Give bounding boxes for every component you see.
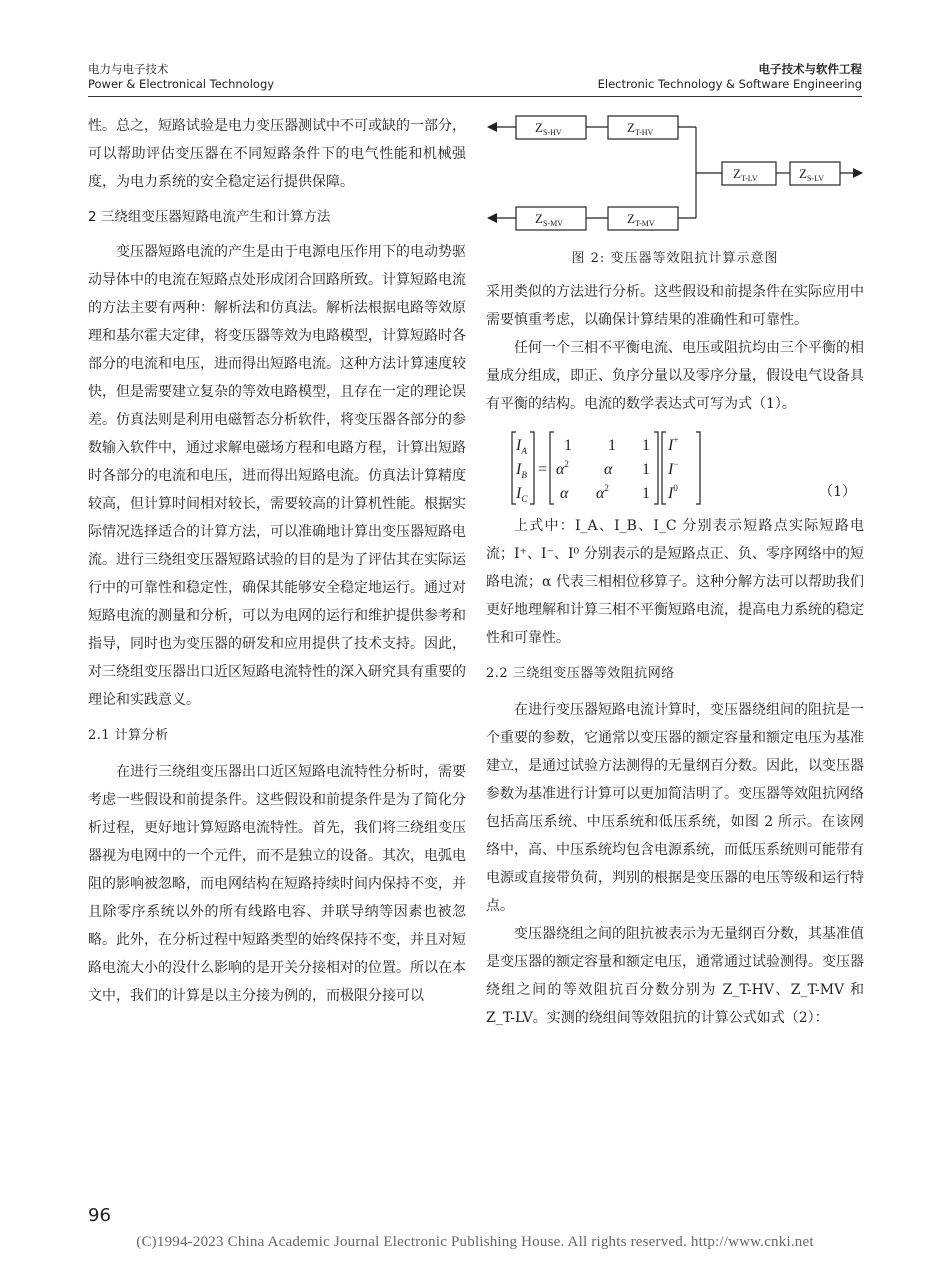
section-heading-2-1: 2.1 计算分析 (88, 728, 169, 743)
eq-iplus: I+ (668, 435, 679, 454)
z-t-mv-label: $Z_{T-MV}$ (627, 211, 655, 228)
z-s-lv-label: $Z_{S-LV}$ (799, 166, 824, 183)
eq-iminus: I− (668, 459, 679, 478)
paragraph: 上式中：I_A、I_B、I_C 分别表示短路点实际短路电流；I⁺、I⁻、I⁰ 分别表示的是短路点正、负、零序网络中的短路电流；α 代表三相相位移算子。这种分解方法可以帮助我们更好地理解和计算三相不平衡短路电流，提高电力系统的稳定性和可靠性。 (486, 518, 864, 646)
eq-m12: 1 (608, 437, 616, 454)
matrix-equation (486, 428, 826, 508)
equation-number: （1） (819, 484, 856, 500)
paragraph: 性。总之，短路试验是电力变压器测试中不可或缺的一部分，可以帮助评估变压器在不同短路条件下的电气性能和机械强度，为电力系统的安全稳定运行提供保障。 (88, 118, 466, 190)
journal-title-cn: 电子技术与软件工程 (758, 62, 862, 76)
z-t-hv-label: $Z_{T-HV}$ (627, 120, 654, 137)
page-number: 96 (88, 1205, 111, 1226)
figure-caption: 图 2: 变压器等效阻抗计算示意图 (571, 251, 779, 266)
journal-header-left (88, 62, 274, 92)
copyright-footer: (C)1994-2023 China Academic Journal Electronic Publishing House. All rights reserved. http://www.cnki.net (136, 1234, 814, 1250)
header-rule (88, 96, 862, 97)
journal-header-right (598, 62, 862, 92)
paragraph: 变压器绕组之间的阻抗被表示为无量纲百分数，其基准值是变压器的额定容量和额定电压，通常通过试验测得。变压器绕组之间的等效阻抗百分数分别为 Z_T-HV、Z_T-MV 和 Z_T-LV。实测的绕组间等效阻抗的计算公式如式（2）： (486, 926, 864, 1026)
eq-m31: α (560, 485, 569, 502)
eq-m21: $\alpha^2$ (556, 459, 569, 478)
eq-m22: α (604, 461, 613, 478)
eq-ib: $I_B$ (516, 461, 527, 480)
eq-m11: 1 (564, 437, 572, 454)
eq-m23: 1 (642, 461, 650, 478)
paragraph: 采用类似的方法进行分析。这些假设和前提条件在实际应用中需要慎重考虑，以确保计算结果的准确性和可靠性。 (486, 284, 864, 328)
journal-section-cn: 电力与电子技术 (88, 62, 169, 76)
eq-izero: $I^0$ (668, 483, 678, 502)
eq-ia: $I_A$ (516, 437, 527, 456)
z-s-hv-label: $Z_{S-HV}$ (535, 120, 562, 137)
eq-m13: 1 (642, 437, 650, 454)
impedance-network-diagram (486, 112, 864, 242)
journal-section-en: Power & Electronical Technology (88, 77, 275, 91)
left-column (88, 112, 466, 1010)
journal-title-en: Electronic Technology & Software Engineering (597, 77, 862, 91)
paragraph: 在进行变压器短路电流计算时，变压器绕组间的阻抗是一个重要的参数，它通常以变压器的额定容量和额定电压为基准建立，是通过试验方法测得的无量纲百分数。因此，以变压器参数为基准进行计算可以更加简洁明了。变压器等效阻抗网络包括高压系统、中压系统和低压系统，如图 2 所示。在该网络中，高、中压系统均包含电源系统，而低压系统则可能带有电源或直接带负荷，判别的根据是变压器的电压等级和运行特点。 (486, 702, 864, 914)
impedance-network-figure (486, 112, 864, 242)
eq-equals: = (538, 461, 548, 478)
equation-1 (486, 428, 864, 508)
eq-m33: 1 (642, 485, 650, 502)
z-t-lv-label: $Z_{T-LV}$ (733, 166, 758, 183)
section-heading-2-2: 2.2 三绕组变压器等效阻抗网络 (486, 666, 675, 681)
eq-ic: $I_C$ (516, 485, 528, 504)
eq-m32: $\alpha^2$ (596, 483, 609, 502)
z-s-mv-label: $Z_{S-MV}$ (535, 211, 563, 228)
paragraph: 任何一个三相不平衡电流、电压或阻抗均由三个平衡的相量成分组成，即正、负序分量以及零序分量，假设电气设备具有平衡的结构。电流的数学表达式可写为式（1）。 (486, 340, 864, 412)
paragraph: 变压器短路电流的产生是由于电源电压作用下的电动势驱动导体中的电流在短路点处形成闭合回路所致。计算短路电流的方法主要有两种：解析法和仿真法。解析法根据电路等效原理和基尔霍夫定律，将变压器等效为电路模型，计算短路时各部分的电流和电压，进而得出短路电流。这种方法计算速度较快，但是需要建立复杂的等效电路模型，且存在一定的理论误差。仿真法则是利用电磁暂态分析软件，将变压器各部分的参数输入软件中，通过求解电磁场方程和电路方程，计算出短路时各部分的电流和电压，进而得出短路电流。仿真法计算精度较高，但计算时间相对较长，需要较高的计算机性能。根据实际情况选择适合的计算方法，可以准确地计算出变压器短路电流。进行三绕组变压器短路试验的目的是为了评估其在实际运行中的可靠性和稳定性，确保其能够安全稳定地运行。通过对短路电流的测量和分析，可以为电网的运行和维护提供参考和指导，同时也为变压器的研发和应用提供了技术支持。因此，对三绕组变压器出口近区短路电流特性的深入研究具有重要的理论和实践意义。 (88, 244, 466, 708)
paragraph: 在进行三绕组变压器出口近区短路电流特性分析时，需要考虑一些假设和前提条件。这些假设和前提条件是为了简化分析过程，更好地计算短路电流特性。首先，我们将三绕组变压器视为电网中的一个元件，而不是独立的设备。其次，电弧电阻的影响被忽略，而电网结构在短路持续时间内保持不变，并且除零序系统以外的所有线路电容、并联导纳等因素也被忽略。此外，在分析过程中短路类型的始终保持不变，并且对短路电流大小的没什么影响的是开关分接相对的位置。所以在本文中，我们的计算是以主分接为例的，而极限分接可以 (88, 764, 466, 1004)
right-column (486, 112, 864, 1032)
section-heading-2: 2 三绕组变压器短路电流产生和计算方法 (88, 209, 331, 225)
